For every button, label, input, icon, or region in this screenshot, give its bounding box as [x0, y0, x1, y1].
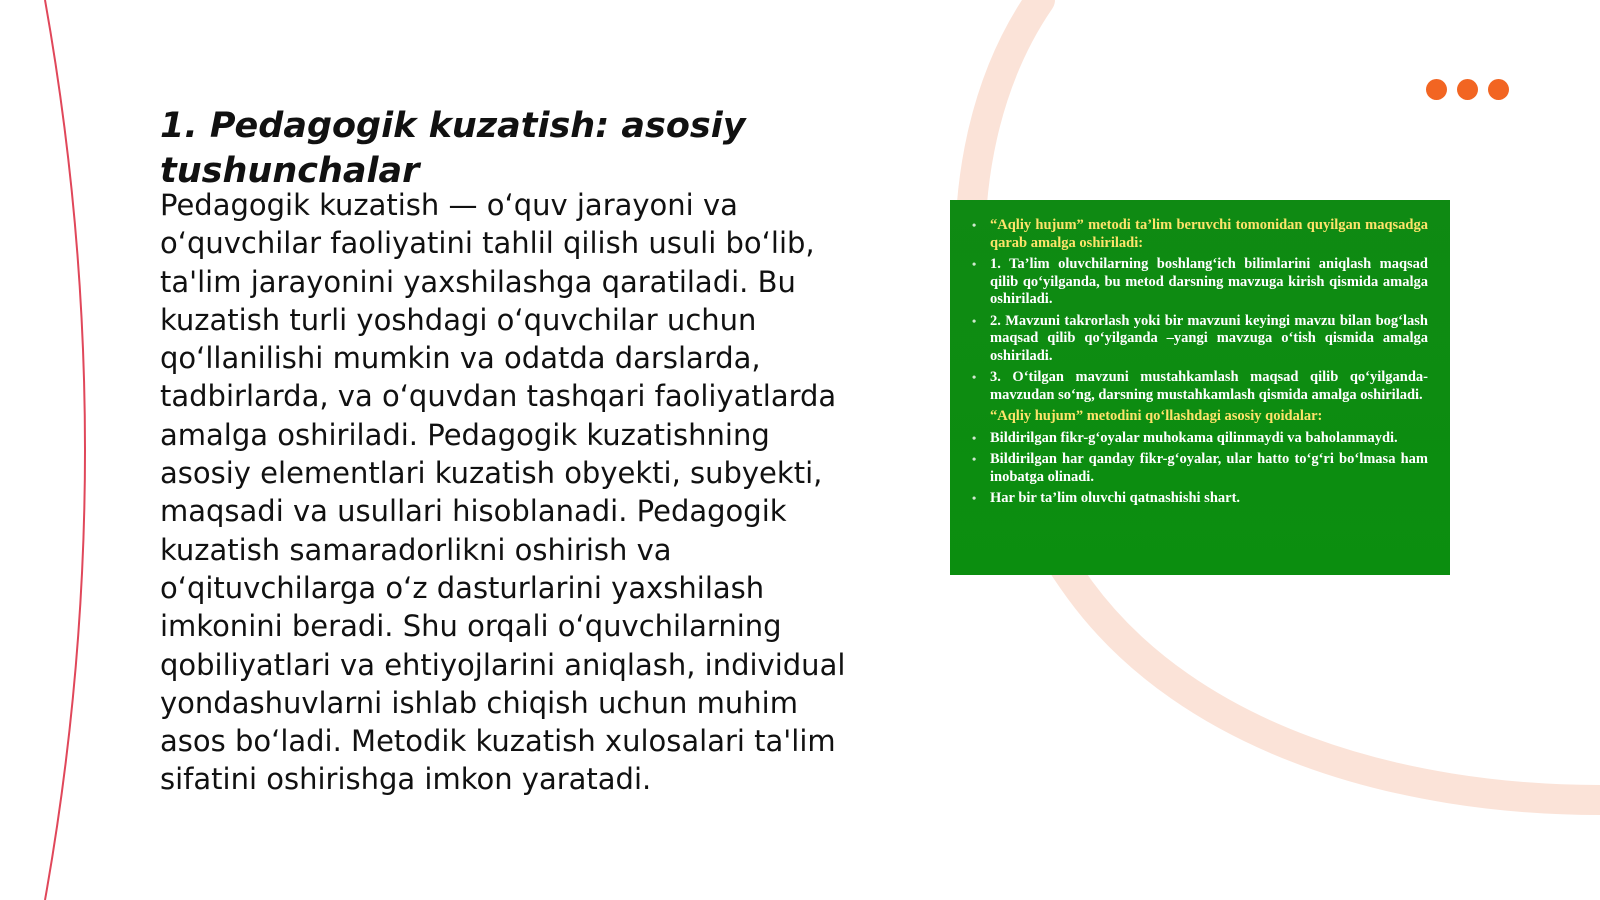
- image-text-line: • 3. O‘tilgan mavzuni mustahkamlash maqsad qilib qo‘yilganda-mavzudan so‘ng, darsning mustahkamlash qismida amalga oshiriladi.: [972, 369, 1428, 404]
- orange-dot: [1488, 79, 1509, 100]
- orange-dot: [1426, 79, 1447, 100]
- left-red-curve: [45, 0, 85, 900]
- aqliy-hujum-image: [950, 200, 1450, 575]
- image-text-line: • “Aqliy hujum” metodi ta’lim beruvchi tomonidan quyilgan maqsadga qarab amalga oshiriladi:: [972, 217, 1428, 252]
- slide-body-text: Pedagogik kuzatish — o‘quv jarayoni va o‘quvchilar faoliyatini tahlil qilish usuli bo‘lib, ta'lim jarayonini yaxshilashga qaratiladi. Bu kuzatish turli yoshdagi o‘quvchilar uchun qo‘llanilishi mumkin va odatda darslarda, tadbirlarda, va o‘quvdan tashqari faoliyatlarda amalga oshiriladi. Pedagogik kuzatishning asosiy elementlari kuzatish obyekti, subyekti, maqsadi va usullari hisoblanadi. Pedagogik kuzatish samaradorlikni oshirish va o‘qituvchilarga o‘z dasturlarini yaxshilash imkonini beradi. Shu orqali o‘quvchilarning qobiliyatlari va ehtiyojlarini aniqlash, individual yondashuvlarni ishlab chiqish uchun muhim asos bo‘ladi. Metodik kuzatish xulosalari ta'lim sifatini oshirishga imkon yaratadi.: [160, 188, 846, 797]
- orange-dot: [1457, 79, 1478, 100]
- decorative-dots: [1426, 79, 1509, 100]
- image-text-line: • Bildirilgan har qanday fikr-g‘oyalar, ular hatto to‘g‘ri bo‘lmasa ham inobatga olinadi.: [972, 451, 1428, 486]
- image-text-line: • Har bir ta’lim oluvchi qatnashishi shart.: [972, 490, 1428, 508]
- image-text-line: • 1. Ta’lim oluvchilarning boshlang‘ich bilimlarini aniqlash maqsad qilib qo‘yilganda, bu metod darsning mavzuga kirish qismida amalga oshiriladi.: [972, 256, 1428, 309]
- image-text-line: • Bildirilgan fikr-g‘oyalar muhokama qilinmaydi va baholanmaydi.: [972, 430, 1428, 448]
- image-text-line: • 2. Mavzuni takrorlash yoki bir mavzuni keyingi mavzu bilan bog‘lash maqsad qilib qo‘yilganda –yangi mavzuga o‘tish qismida amalga oshiriladi.: [972, 313, 1428, 366]
- slide-title: 1. Pedagogik kuzatish: asosiy tushunchalar: [160, 106, 746, 191]
- image-text-line: “Aqliy hujum” metodini qo‘llashdagi asosiy qoidalar:: [990, 408, 1323, 424]
